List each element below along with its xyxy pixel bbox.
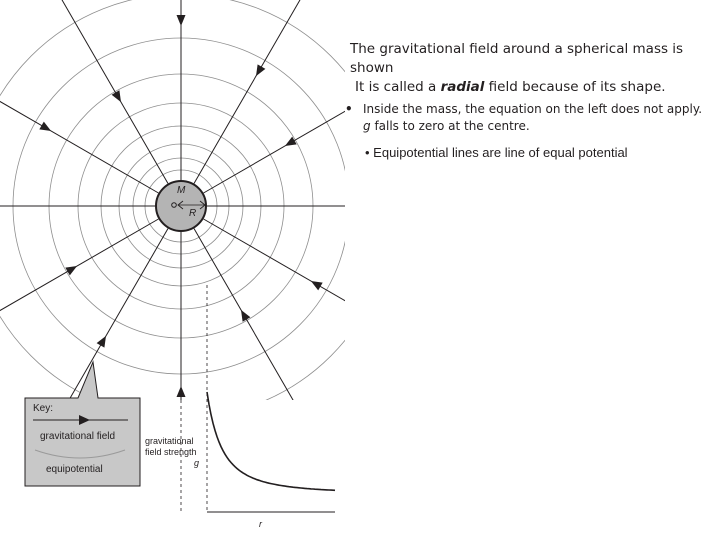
field-arrow-icon xyxy=(177,15,186,26)
bullet-1-line-2 xyxy=(345,118,702,135)
key-equipotential-label: equipotential xyxy=(46,464,103,475)
field-line xyxy=(0,219,158,366)
intro-line-2-end: field because of its shape. xyxy=(484,79,666,95)
key-field-label: gravitational field xyxy=(40,431,116,442)
graph-ylabel-line1: gravitational xyxy=(145,436,194,446)
bullet-2-text: Equipotential lines are line of equal potential xyxy=(373,145,628,160)
key-title: Key: xyxy=(33,403,54,414)
bullet-list xyxy=(345,101,702,135)
bullet-item-1 xyxy=(345,101,702,118)
intro-line-1: The gravitational field around a spherical mass is shown xyxy=(350,41,684,76)
field-line xyxy=(194,229,341,484)
field-arrow-icon xyxy=(241,310,250,322)
radius-label: R xyxy=(189,208,197,219)
bullet-1-line-1: Inside the mass, the equation on the left does not apply. xyxy=(363,102,703,116)
field-arrow-icon xyxy=(39,122,51,131)
intro-line-2 xyxy=(350,78,728,97)
field-arrow-icon xyxy=(65,266,77,275)
intro-line-2-start: It is called a xyxy=(355,79,441,95)
radial-word: radial xyxy=(440,79,485,95)
field-arrow-icon xyxy=(285,137,297,146)
bullet-item-2: • Equipotential lines are line of equal potential xyxy=(365,145,628,160)
bullet-1-line-2-rest: falls to zero at the centre. xyxy=(370,119,530,133)
field-arrow-icon xyxy=(311,281,323,290)
g-variable: g xyxy=(363,119,371,133)
field-arrow-icon xyxy=(112,90,121,102)
field-line xyxy=(0,46,158,193)
graph-x-variable: r xyxy=(259,519,262,529)
key-callout xyxy=(25,362,140,486)
intro-text xyxy=(350,40,728,97)
field-arrow-icon xyxy=(361,202,372,211)
graph-y-variable: g xyxy=(194,458,200,468)
field-arrow-icon xyxy=(256,64,265,76)
field-arrow-icon xyxy=(97,336,106,348)
graph-ylabel-line2: field strength xyxy=(145,447,197,457)
field-strength-graph xyxy=(145,392,335,529)
bullet-dot-icon: • xyxy=(345,102,353,116)
field-arrow-icon xyxy=(0,202,1,211)
field-line xyxy=(204,219,459,366)
field-strength-curve xyxy=(207,392,335,490)
mass-label: M xyxy=(177,185,186,196)
